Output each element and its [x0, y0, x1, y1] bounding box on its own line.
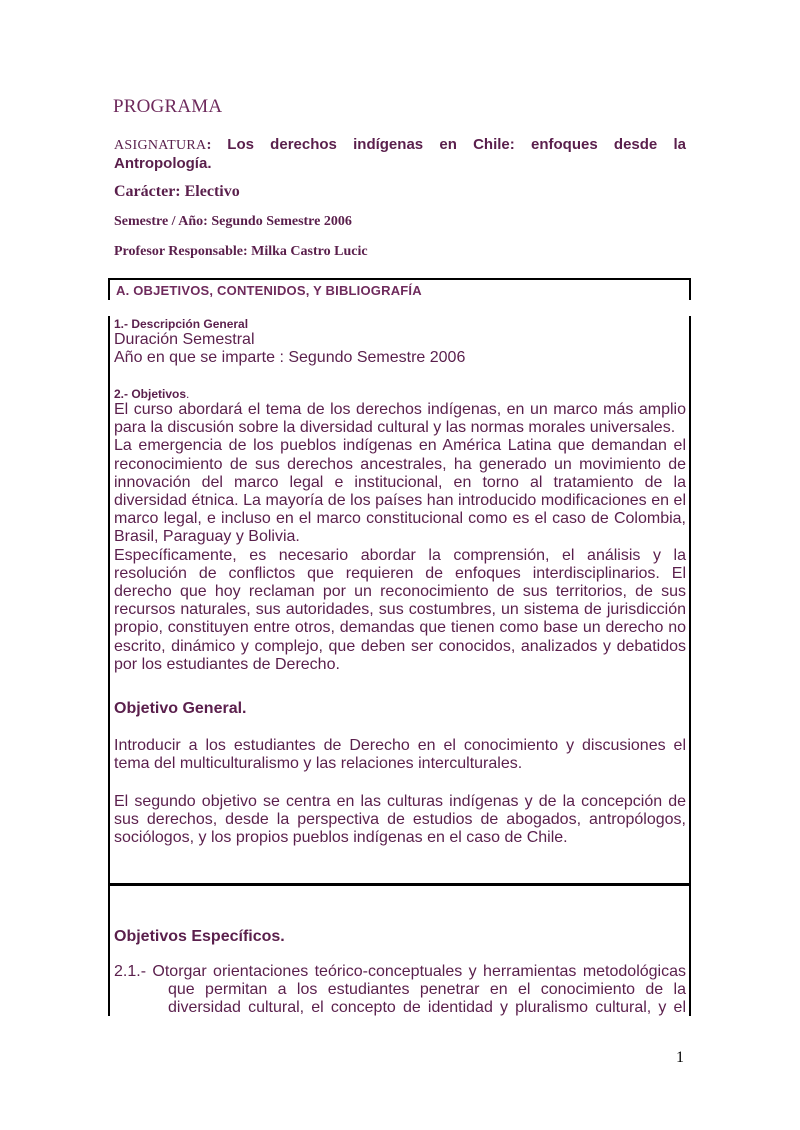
- asignatura-colon: :: [206, 137, 212, 153]
- objetivos-heading: [114, 387, 686, 401]
- objetivos: [114, 387, 686, 674]
- asignatura-line1: Los derechos indígenas en Chile: enfoques desde la: [227, 136, 686, 153]
- descripcion-heading: 1.- Descripción General: [114, 317, 249, 331]
- descripcion-general: [114, 317, 686, 367]
- page-number: 1: [676, 1049, 684, 1066]
- caracter: Carácter: Electivo: [114, 183, 240, 200]
- duracion-text: Duración Semestral: [114, 331, 255, 348]
- objetivo-general-paragraph-2: El segundo objetivo se centra en las culturas indígenas y de la concepción de sus derechos, desde la perspectiva de estudios de abogados, antropólogos, sociólogos, y los propios pueblos indígenas en el caso de Chile.: [114, 793, 686, 847]
- section-a-header-box: [108, 278, 691, 300]
- asignatura: [114, 136, 686, 173]
- objetivos-heading-dot: .: [186, 387, 190, 401]
- objetivos-paragraph-1: El curso abordará el tema de los derechos indígenas, en un marco más amplio para la discusión sobre la diversidad cultural y las normas morales universales.: [114, 401, 686, 437]
- item-1-continuation: que permitan a los estudiantes penetrar en el conocimiento de la diversidad cultural, el concepto de identidad y pluralismo cultural, y el: [168, 981, 686, 1017]
- page-title: PROGRAMA: [113, 96, 223, 117]
- objetivos-especificos-heading: Objetivos Específicos.: [114, 928, 285, 945]
- objetivos-paragraph-3: Específicamente, es necesario abordar la comprensión, el análisis y la resolución de conflictos que requieren de enfoques interdisciplinarios. El derecho que hoy reclaman por un reconocimiento de sus territorios, de sus recursos naturales, sus autoridades, sus costumbres, un sistema de jurisdicción propio, constituyen entre otros, demandas que tienen como base un derecho no escrito, dinámico y complejo, que deben ser conocidos, analizados y debatidos por los estudiantes de Derecho.: [114, 546, 686, 673]
- item-1-first-line: 2.1.- Otorgar orientaciones teórico-conceptuales y herramientas metodológicas: [114, 963, 686, 980]
- objetivos-heading-text: 2.- Objetivos: [114, 387, 187, 401]
- objetivo-general-heading: Objetivo General.: [114, 700, 247, 717]
- objetivos-paragraph-2: La emergencia de los pueblos indígenas en América Latina que demandan el reconocimiento de sus derechos ancestrales, ha generado un movimiento de innovación del marco legal e institucional, en torno al tratamiento de la diversidad étnica. La mayoría de los países han introducido modificaciones en el marco legal, e incluso en el marco constitucional como es el caso de Colombia, Brasil, Paraguay y Bolivia.: [114, 437, 686, 546]
- objetivo-especifico-item: [114, 963, 686, 1018]
- asignatura-line2: Antropología.: [114, 155, 212, 172]
- semestre: Semestre / Año: Segundo Semestre 2006: [114, 214, 352, 229]
- section-a-title: A. OBJETIVOS, CONTENIDOS, Y BIBLIOGRAFÍA: [116, 283, 422, 298]
- profesor: Profesor Responsable: Milka Castro Lucic: [114, 244, 368, 259]
- anio-text: Año en que se imparte : Segundo Semestre 2006: [114, 349, 466, 366]
- asignatura-label: ASIGNATURA: [114, 138, 207, 153]
- objetivo-general-paragraph-1: Introducir a los estudiantes de Derecho en el conocimiento y discusiones el tema del multiculturalismo y las relaciones interculturales.: [114, 737, 686, 773]
